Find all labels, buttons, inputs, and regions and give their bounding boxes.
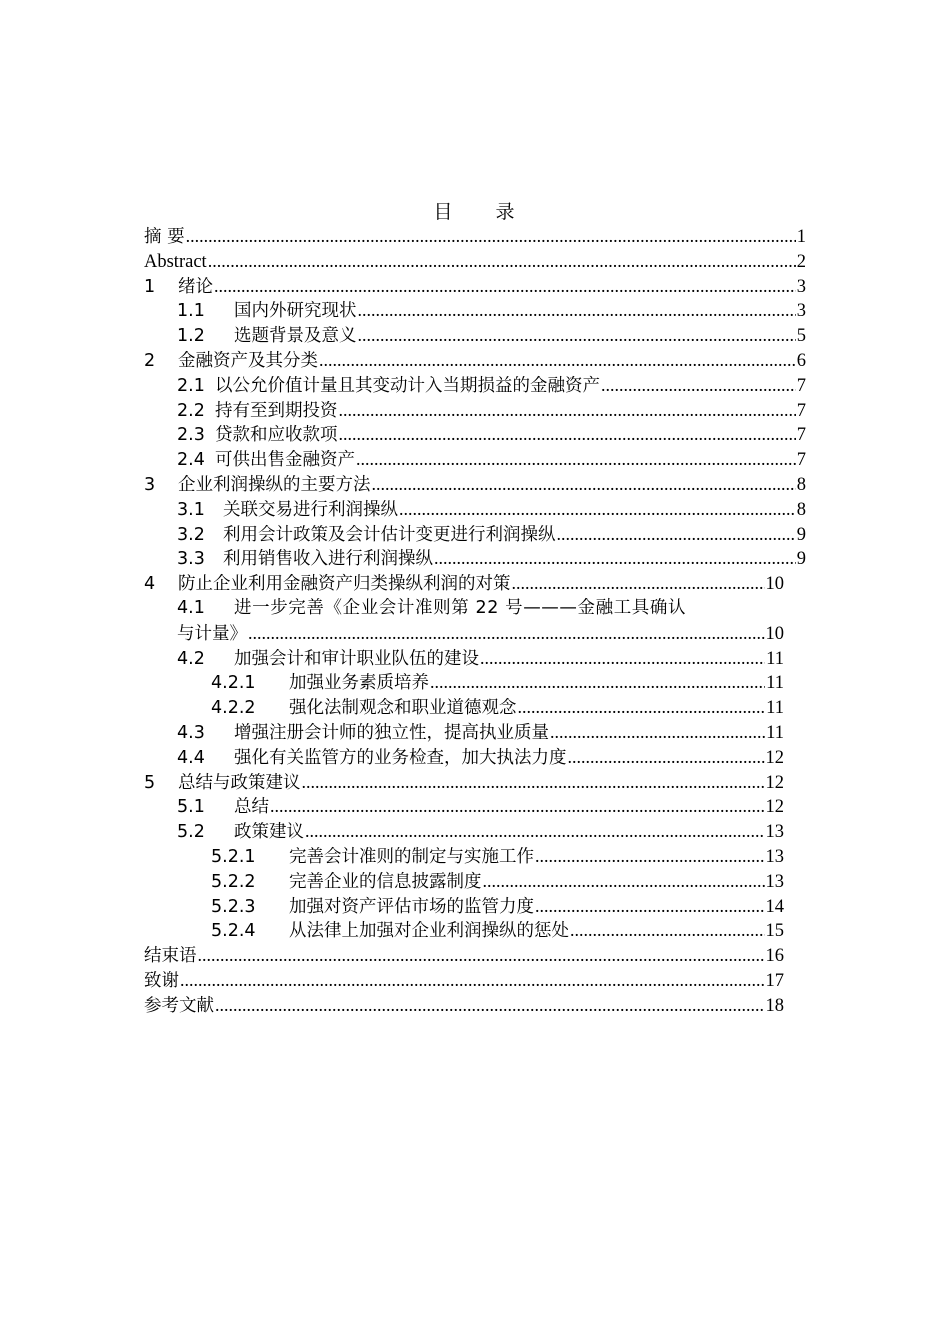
toc-entry-page: 15: [765, 921, 784, 942]
toc-entry-number: 4.1: [177, 597, 205, 618]
toc-entry-text: 绪论: [178, 276, 213, 297]
toc-entry-text: 结束语: [144, 946, 197, 967]
toc-leader-dots: [215, 993, 765, 1018]
toc-leader-dots: [518, 695, 766, 720]
toc-entry-line1: [177, 596, 784, 621]
toc-entry-page: 13: [765, 822, 784, 843]
toc-entry-conclusion[interactable]: [144, 943, 806, 968]
toc-entry-text: 总结与政策建议: [178, 772, 301, 793]
toc-entry-text: 加强对资产评估市场的监管力度: [289, 896, 534, 917]
toc-entry-4-2[interactable]: [144, 646, 806, 671]
toc-entry-4-4[interactable]: [144, 745, 806, 770]
toc-entry-text: 可供出售金融资产: [215, 450, 355, 471]
toc-leader-dots: [434, 546, 796, 571]
toc-entry-number: 4.2.1: [211, 673, 256, 694]
toc-entry-page: 6: [796, 350, 806, 371]
toc-entry-number: 1: [144, 276, 156, 297]
toc-leader-dots: [550, 720, 765, 745]
toc-entry-acknowledgements[interactable]: [144, 968, 806, 993]
toc-leader-dots: [430, 670, 765, 695]
toc-entry-number: 4.2.2: [211, 698, 256, 719]
toc-entry-5-2-4[interactable]: [144, 918, 806, 943]
toc-entry-text: 利用会计政策及会计估计变更进行利润操纵: [223, 524, 556, 545]
toc-entry-5-2-2[interactable]: [144, 869, 806, 894]
toc-leader-dots: [557, 522, 796, 547]
toc-entry-page: 5: [796, 326, 806, 347]
toc-entry-page: 1: [796, 227, 806, 247]
toc-entry-1[interactable]: [144, 274, 806, 299]
toc-entry-number: 5: [144, 772, 156, 793]
toc-entry-text: 强化有关监管方的业务检查，加大执法力度: [234, 747, 567, 768]
toc-leader-dots: [248, 621, 765, 646]
toc-entry-page: 10: [765, 574, 784, 595]
toc-leader-dots: [601, 373, 796, 398]
toc-entry-number: 2: [144, 350, 156, 371]
toc-leader-dots: [208, 249, 796, 274]
toc-leader-dots: [568, 745, 765, 770]
toc-entry-2-2[interactable]: [144, 398, 806, 423]
toc-entry-page: 12: [765, 747, 784, 768]
toc-entry-4-2-1[interactable]: [144, 670, 806, 695]
toc-entry-2-1[interactable]: [144, 373, 806, 398]
toc-entry-number: 4.2: [177, 648, 205, 669]
toc-entry-page: 17: [765, 970, 784, 991]
toc-entry-4-3[interactable]: [144, 720, 806, 745]
toc-entry-line2: [177, 621, 784, 646]
toc-entry-text: 贷款和应收款项: [215, 425, 338, 446]
toc-leader-dots: [356, 447, 796, 472]
toc-entry-abstract-cn[interactable]: [144, 224, 806, 249]
toc-entry-3[interactable]: [144, 472, 806, 497]
toc-entry-page: 11: [766, 722, 784, 743]
toc-leader-dots: [358, 298, 796, 323]
toc-entry-page: 8: [796, 499, 806, 520]
toc-entry-number: 5.2.2: [211, 871, 256, 892]
toc-entry-page: 7: [796, 425, 806, 446]
toc-entry-text: 进一步完善《企业会计准则第 22 号———金融工具确认: [234, 597, 687, 618]
toc-entry-5-2-1[interactable]: [144, 844, 806, 869]
toc-entry-text: 选题背景及意义: [234, 326, 357, 347]
toc-entry-text: 从法律上加强对企业利润操纵的惩处: [289, 921, 569, 942]
toc-entry-5-1[interactable]: [144, 794, 806, 819]
toc-leader-dots: [339, 398, 796, 423]
toc-entry-text: 加强业务素质培养: [289, 673, 429, 694]
toc-entry-text: 持有至到期投资: [215, 400, 338, 421]
toc-entry-4-1[interactable]: [144, 596, 806, 646]
toc-entry-number: 2.4: [177, 450, 205, 471]
toc-leader-dots: [512, 571, 765, 596]
toc-entry-number: 5.2.1: [211, 846, 256, 867]
toc-entry-number: 2.3: [177, 425, 205, 446]
toc-leader-dots: [270, 794, 765, 819]
toc-entry-page: 13: [765, 871, 784, 892]
toc-entry-3-2[interactable]: [144, 522, 806, 547]
toc-entry-number: 5.2: [177, 822, 205, 843]
toc-entry-number: 4.3: [177, 722, 205, 743]
toc-entry-number: 4: [144, 574, 156, 595]
toc-leader-dots: [358, 323, 796, 348]
toc-entry-4[interactable]: [144, 571, 806, 596]
toc-entry-number: 2.1: [177, 375, 205, 396]
toc-entry-text: 参考文献: [144, 995, 214, 1016]
toc-entry-number: 3.3: [177, 549, 205, 570]
toc-entry-text: 以公允价值计量且其变动计入当期损益的金融资产: [215, 375, 600, 396]
toc-entry-page: 14: [765, 896, 784, 917]
toc-entry-number: 5.1: [177, 797, 205, 818]
toc-entry-page: 12: [765, 797, 784, 818]
toc-entry-3-1[interactable]: [144, 497, 806, 522]
toc-entry-page: 11: [766, 698, 784, 719]
toc-leader-dots: [480, 646, 765, 671]
toc-entry-text: 防止企业利用金融资产归类操纵利润的对策: [178, 574, 511, 595]
toc-entry-text: 金融资产及其分类: [178, 350, 318, 371]
toc-entry-number: 5.2.3: [211, 896, 256, 917]
toc-entry-page: 7: [796, 375, 806, 396]
toc-entry-text: 摘 要: [144, 227, 185, 247]
toc-entry-5-2-3[interactable]: [144, 894, 806, 919]
toc-entry-text: 加强会计和审计职业队伍的建设: [234, 648, 479, 669]
toc-entry-number: 4.4: [177, 747, 205, 768]
toc-leader-dots: [186, 224, 796, 249]
toc-leader-dots: [535, 894, 765, 919]
toc-leader-dots: [399, 497, 796, 522]
toc-entry-text: 关联交易进行利润操纵: [223, 499, 398, 520]
toc-entry-text: 企业利润操纵的主要方法: [178, 474, 371, 495]
toc-entry-2-3[interactable]: [144, 422, 806, 447]
toc-leader-dots: [180, 968, 765, 993]
toc-leader-dots: [339, 422, 796, 447]
toc-entry-page: 12: [765, 772, 784, 793]
toc-entry-text-continued: 与计量》: [177, 623, 247, 644]
toc-entry-5-2[interactable]: [144, 819, 806, 844]
toc-leader-dots: [305, 819, 765, 844]
toc-leader-dots: [198, 943, 765, 968]
toc-entry-page: 7: [796, 450, 806, 471]
toc-entry-1-1[interactable]: [144, 298, 806, 323]
table-of-contents: [144, 224, 806, 1018]
toc-entry-2-4[interactable]: [144, 447, 806, 472]
toc-entry-page: 7: [796, 400, 806, 421]
toc-leader-dots: [319, 348, 796, 373]
toc-entry-number: 5.2.4: [211, 921, 256, 942]
toc-entry-3-3[interactable]: [144, 546, 806, 571]
toc-entry-text: 完善企业的信息披露制度: [289, 871, 482, 892]
toc-entry-text: 完善会计准则的制定与实施工作: [289, 846, 534, 867]
toc-entry-number: 2.2: [177, 400, 205, 421]
toc-entry-abstract-en[interactable]: [144, 249, 806, 274]
toc-entry-page: 3: [796, 301, 806, 322]
toc-entry-references[interactable]: [144, 993, 806, 1018]
toc-leader-dots: [570, 918, 765, 943]
toc-entry-page: 8: [796, 474, 806, 495]
toc-entry-2[interactable]: [144, 348, 806, 373]
toc-entry-number: 3.2: [177, 524, 205, 545]
toc-leader-dots: [214, 274, 796, 299]
toc-entry-page: 10: [765, 623, 784, 644]
toc-title: 目 录: [433, 201, 527, 223]
toc-entry-page: 2: [796, 251, 806, 272]
toc-entry-text: 致谢: [144, 970, 179, 991]
toc-entry-number: 1.2: [177, 326, 205, 347]
toc-entry-text: 强化法制观念和职业道德观念: [289, 698, 517, 719]
toc-entry-4-2-2[interactable]: [144, 695, 806, 720]
toc-entry-text: 利用销售收入进行利润操纵: [223, 549, 433, 570]
toc-entry-text: Abstract: [144, 251, 207, 272]
toc-entry-text: 政策建议: [234, 822, 304, 843]
toc-entry-number: 3.1: [177, 499, 205, 520]
toc-entry-text: 国内外研究现状: [234, 301, 357, 322]
toc-entry-text: 增强注册会计师的独立性，提高执业质量: [234, 722, 549, 743]
toc-entry-page: 18: [765, 995, 784, 1016]
toc-entry-page: 9: [796, 524, 806, 545]
toc-entry-page: 16: [765, 946, 784, 967]
toc-leader-dots: [483, 869, 765, 894]
toc-entry-page: 9: [796, 549, 806, 570]
toc-leader-dots: [535, 844, 765, 869]
toc-entry-text: 总结: [234, 797, 269, 818]
toc-leader-dots: [302, 770, 765, 795]
toc-entry-page: 13: [765, 846, 784, 867]
toc-entry-number: 3: [144, 474, 156, 495]
toc-entry-5[interactable]: [144, 770, 806, 795]
toc-entry-1-2[interactable]: [144, 323, 806, 348]
toc-leader-dots: [372, 472, 796, 497]
toc-entry-page: 3: [796, 276, 806, 297]
toc-entry-page: 11: [766, 648, 784, 669]
toc-entry-number: 1.1: [177, 301, 205, 322]
toc-entry-page: 11: [766, 673, 784, 694]
